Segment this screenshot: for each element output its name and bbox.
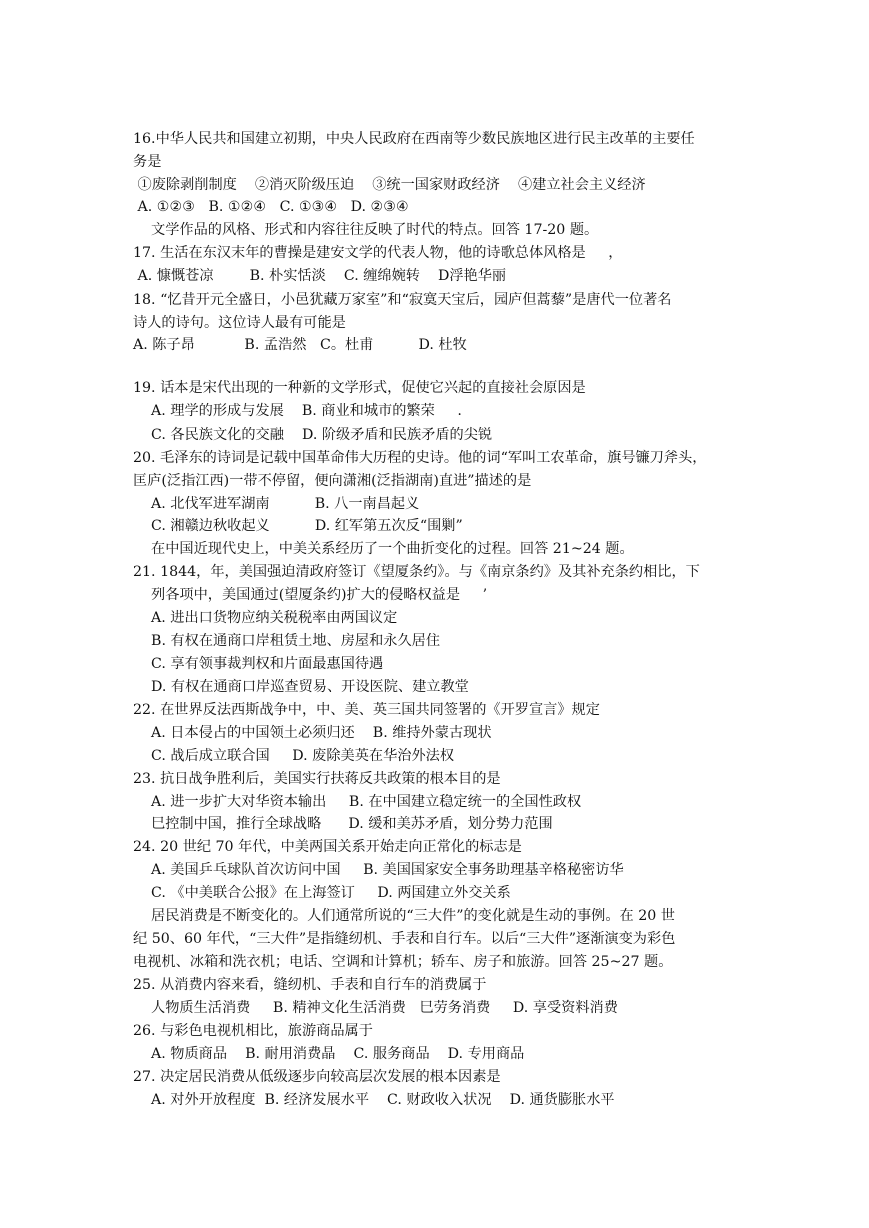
text-line: C. 湘赣边秋收起义 D. 红军第五次反“围剿” bbox=[133, 518, 463, 534]
text-line: 27. 决定居民消费从低级逐步向较高层次发展的根本因素是 bbox=[133, 1069, 501, 1085]
text-line: A. 进出口货物应纳关税税率由两国议定 bbox=[133, 610, 398, 626]
text-line: A. 日本侵占的中国领土必须归还 B. 维持外蒙古现状 bbox=[133, 725, 492, 741]
text-line: C. 享有领事裁判权和片面最惠国待遇 bbox=[133, 656, 384, 672]
text-line: 务是 bbox=[133, 154, 162, 170]
text-line: A. 慷慨苍凉 B. 朴实恬淡 C. 缠绵婉转 D浮艳华丽 bbox=[133, 268, 507, 284]
text-line: 24. 20 世纪 70 年代，中美两国关系开始走向正常化的标志是 bbox=[133, 839, 522, 855]
text-line: 巳控制中国，推行全球战略 D. 缓和美苏矛盾，划分势力范围 bbox=[133, 816, 553, 832]
text-line: 18. “忆昔开元全盛日，小邑犹藏万家室”和“寂寞天宝后，园庐但蒿藜”是唐代一位著名 bbox=[133, 292, 672, 308]
text-line: C. 《中美联合公报》在上海签订 D. 两国建立外交关系 bbox=[133, 885, 511, 901]
text-line: 在中国近现代史上，中美关系经历了一个曲折变化的过程。回答 21~24 题。 bbox=[133, 541, 634, 557]
text-line: A. 进一步扩大对华资本输出 B. 在中国建立稳定统一的全国性政权 bbox=[133, 794, 582, 810]
text-line: 人物质生活消费 B. 精神文化生活消费 巳劳务消费 D. 享受资料消费 bbox=[133, 1000, 618, 1016]
text-line: 纪 50、60 年代，“三大件”是指缝纫机、手表和自行车。以后“三大件”逐渐演变为彩色 bbox=[133, 931, 676, 947]
text-line: A. ①②③ B. ①②④ C. ①③④ D. ②③④ bbox=[133, 199, 409, 215]
text-line: 26. 与彩色电视机相比，旅游商品属于 bbox=[133, 1023, 373, 1039]
text-line: A. 理学的形成与发展 B. 商业和城市的繁荣 . bbox=[133, 403, 462, 419]
text-line: 文学作品的风格、形式和内容往往反映了时代的特点。回答 17-20 题。 bbox=[133, 222, 599, 238]
text-line: 匡庐(泛指江西)一带不停留，便向潇湘(泛指湖南)直进”描述的是 bbox=[133, 473, 532, 489]
text-line: 居民消费是不断变化的。人们通常所说的“三大件”的变化就是生动的事例。在 20 世 bbox=[133, 908, 675, 924]
text-line: 16.中华人民共和国建立初期，中央人民政府在西南等少数民族地区进行民主改革的主要任 bbox=[133, 131, 695, 147]
text-line: A. 陈子昂 B. 孟浩然 C。杜甫 D. 杜牧 bbox=[133, 337, 467, 353]
text-line: 25. 从消费内容来看，缝纫机、手表和自行车的消费属于 bbox=[133, 977, 487, 993]
text-line: 21. 1844，年，美国强迫清政府签订《望厦条约》。与《南京条约》及其补充条约相比，下 bbox=[133, 564, 700, 580]
text-line: 20. 毛泽东的诗词是记载中国革命伟大历程的史诗。他的词“军叫工农革命，旗号镰刀斧头， bbox=[133, 450, 707, 466]
text-line: 诗人的诗句。这位诗人最有可能是 bbox=[133, 315, 346, 331]
text-line: A. 北伐军进军湖南 B. 八一南昌起义 bbox=[133, 496, 420, 512]
text-line: ①废除剥削制度 ②消灭阶级压迫 ③统一国家财政经济 ④建立社会主义经济 bbox=[133, 177, 646, 193]
text-line: 电视机、冰箱和洗衣机；电话、空调和计算机；轿车、房子和旅游。回答 25~27 题。 bbox=[133, 954, 673, 970]
text-line: C. 各民族文化的交融 D. 阶级矛盾和民族矛盾的尖锐 bbox=[133, 427, 493, 443]
text-line: 17. 生活在东汉末年的曹操是建安文学的代表人物，他的诗歌总体风格是 ， bbox=[133, 245, 623, 261]
text-line: D. 有权在通商口岸巡查贸易、开设医院、建立教堂 bbox=[133, 679, 469, 695]
text-line: 23. 抗日战争胜利后，美国实行扶蒋反共政策的根本目的是 bbox=[133, 771, 501, 787]
text-line: C. 战后成立联合国 D. 废除美英在华治外法权 bbox=[133, 748, 455, 764]
text-line: B. 有权在通商口岸租赁土地、房屋和永久居住 bbox=[133, 633, 441, 649]
text-line: 列各项中，美国通过(望厦条约)扩大的侵略权益是 ’ bbox=[133, 587, 488, 603]
text-line: 19. 话本是宋代出现的一种新的文学形式，促使它兴起的直接社会原因是 bbox=[133, 380, 586, 396]
text-line: A. 物质商品 B. 耐用消费晶 C. 服务商品 D. 专用商品 bbox=[133, 1046, 525, 1062]
text-line: 22. 在世界反法西斯战争中，中、美、英三国共同签署的《开罗宣言》规定 bbox=[133, 702, 600, 718]
text-line: A. 对外开放程度 B. 经济发展水平 C. 财政收入状况 D. 通货膨胀水平 bbox=[133, 1092, 615, 1108]
text-line: A. 美国乒乓球队首次访问中国 B. 美国国家安全事务助理基辛格秘密访华 bbox=[133, 862, 624, 878]
